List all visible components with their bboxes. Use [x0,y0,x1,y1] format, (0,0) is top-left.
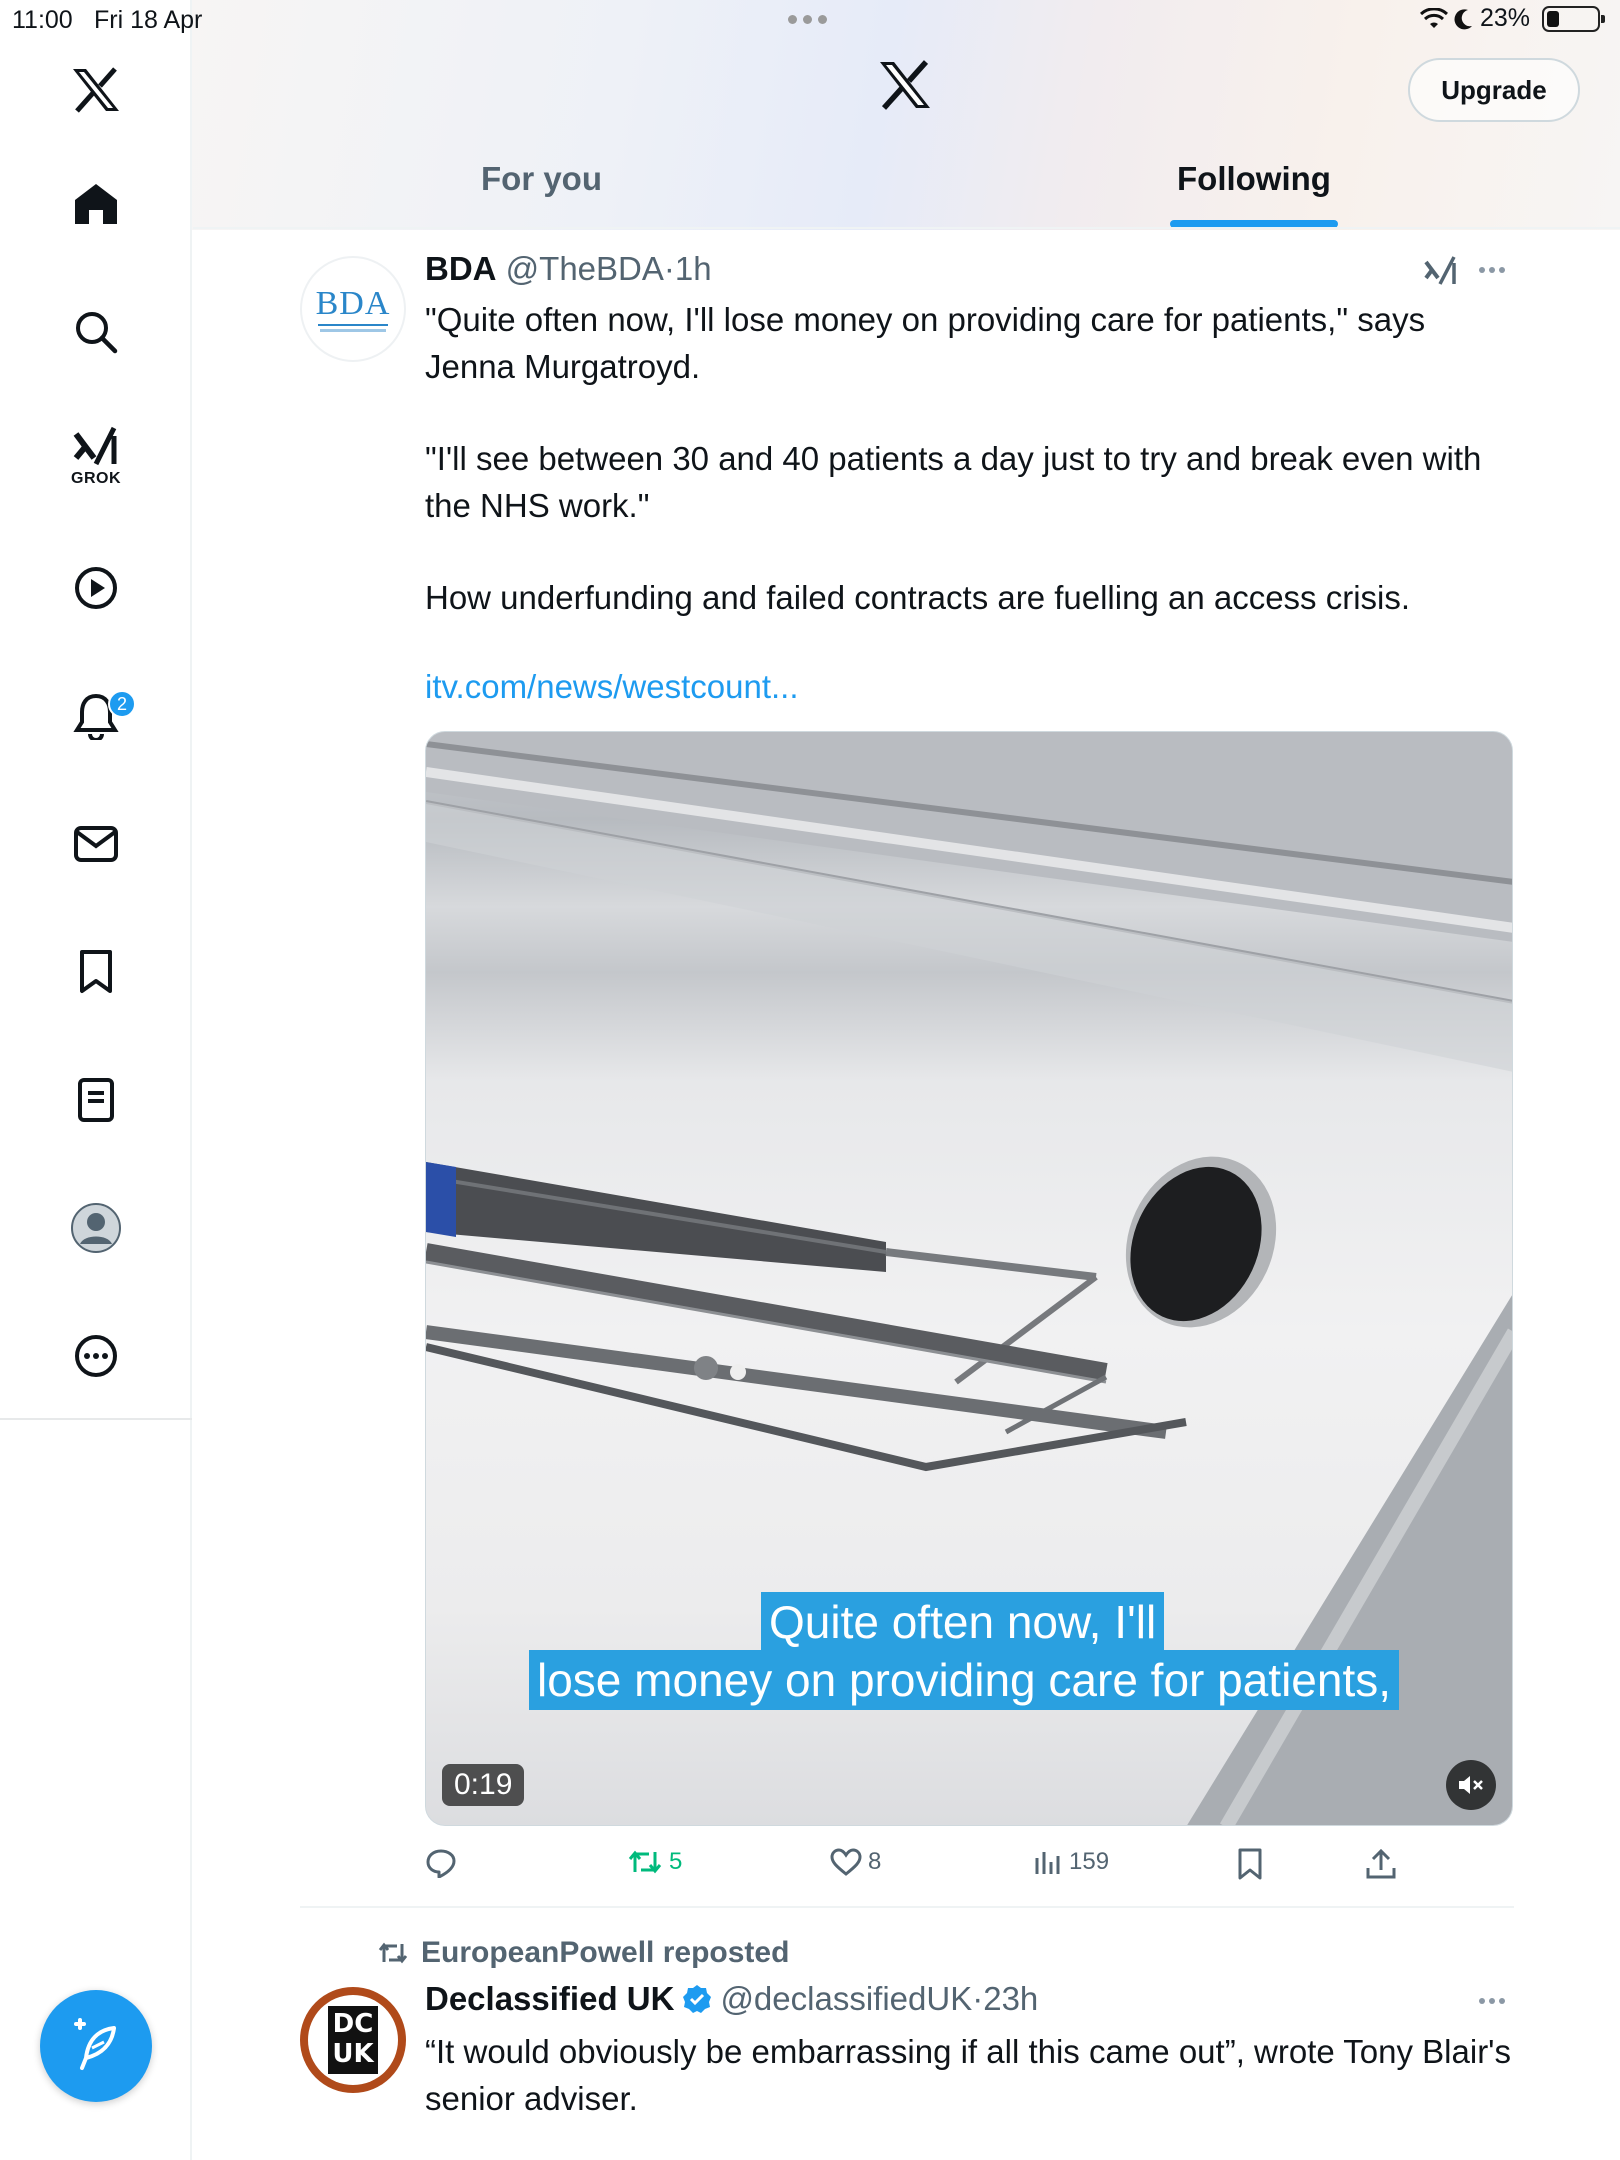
tab-for-you[interactable]: For you [481,160,602,197]
tweet-author-handle[interactable]: @TheBDA [505,250,664,287]
battery-percent: 23% [1479,4,1530,32]
bookmark-button[interactable] [1237,1848,1263,1880]
repost-indicator[interactable] [377,1936,789,1970]
video-subtitle-line-1: Quite often now, I'll [761,1592,1164,1652]
multitasking-dots[interactable] [788,15,827,24]
tweet-paragraph-3: How underfunding and failed contracts are fuelling an access crisis. [425,579,1411,616]
profile-avatar[interactable] [60,1192,132,1264]
compose-button[interactable] [40,1990,152,2102]
upgrade-button[interactable]: Upgrade [1408,58,1580,122]
x-logo-icon[interactable] [60,54,132,126]
tweet-time[interactable]: 1h [674,250,712,287]
tab-following[interactable]: Following [1177,160,1331,197]
grok-nav[interactable] [60,420,132,492]
bookmark-icon [1237,1848,1263,1880]
views-button[interactable] [1033,1848,1109,1876]
moon-icon [1454,8,1474,30]
grok-explain-icon[interactable] [1424,254,1458,293]
sidebar-divider [0,1418,192,1420]
declassified-avatar[interactable] [300,1987,406,2093]
speaker-muted-icon [1457,1773,1485,1797]
bda-logo-text: BDA [315,284,391,322]
tweet-paragraph-1: "Quite often now, I'll lose money on providing care for patients," says Jenna Murgatroyd. [425,301,1426,385]
tweet-paragraph-2: "I'll see between 30 and 40 patients a day just to try and break even with the NHS work." [425,440,1482,524]
tweet-divider [300,1906,1514,1908]
retweet-icon [627,1848,663,1876]
bookmarks-icon[interactable] [60,936,132,1008]
share-icon [1365,1848,1397,1880]
lists-icon[interactable] [60,1064,132,1136]
dc-uk-logo: DC UK [328,2006,378,2074]
header-x-logo-icon[interactable] [878,60,932,115]
status-bar [0,0,1620,40]
battery-icon [1542,6,1600,32]
like-count: 8 [868,1848,882,1875]
verified-badge-icon [682,1984,712,2014]
sidebar [0,0,192,2160]
retweet-count: 5 [669,1848,683,1875]
tweet-more-icon[interactable] [1479,1998,1505,2004]
mute-button[interactable] [1446,1760,1496,1810]
video-icon[interactable] [60,552,132,624]
home-icon[interactable] [60,168,132,240]
tweet-link[interactable]: itv.com/news/westcount... [425,668,799,705]
tweet-author-name[interactable]: BDA [425,250,497,287]
tweet-text: “It would obviously be embarrassing if all this came out”, wrote Tony Blair's senior adviser. [425,2033,1511,2117]
header-border [193,227,1620,229]
grok-label: GROK [71,470,121,487]
repost-label: EuropeanPowell reposted [421,1936,790,1969]
like-button[interactable] [830,1848,881,1876]
tweet-author-handle[interactable]: @declassifiedUK [720,1980,973,2017]
notifications-badge: 2 [108,690,136,718]
tweet-time[interactable]: 23h [983,1980,1039,2017]
bda-avatar[interactable] [300,256,406,362]
status-time: 11:00 [12,6,73,34]
tweet-header [425,250,712,288]
search-icon[interactable] [60,296,132,368]
heart-icon [830,1848,862,1876]
compose-feather-icon [68,2018,124,2074]
dot-separator: · [663,250,675,287]
grok-icon [72,424,120,468]
video-duration: 0:19 [442,1764,524,1806]
video-subtitle-line-2: lose money on providing care for patients, [529,1650,1399,1710]
messages-icon[interactable] [60,808,132,880]
tweet-video[interactable] [425,731,1513,1826]
more-icon[interactable] [60,1320,132,1392]
notifications-icon[interactable] [60,680,132,752]
reply-icon [425,1848,457,1878]
wifi-icon [1420,8,1448,30]
reply-button[interactable] [425,1848,463,1878]
share-button[interactable] [1365,1848,1397,1880]
dot-separator: · [972,1980,984,2017]
status-date: Fri 18 Apr [94,6,203,34]
views-count: 159 [1069,1848,1110,1875]
tweet-more-icon[interactable] [1479,267,1505,273]
tweet-header [425,1980,1038,2018]
repost-icon [377,1940,409,1966]
tweet-author-name[interactable]: Declassified UK [425,1980,675,2017]
views-chart-icon [1033,1848,1063,1876]
retweet-button[interactable] [627,1848,682,1876]
